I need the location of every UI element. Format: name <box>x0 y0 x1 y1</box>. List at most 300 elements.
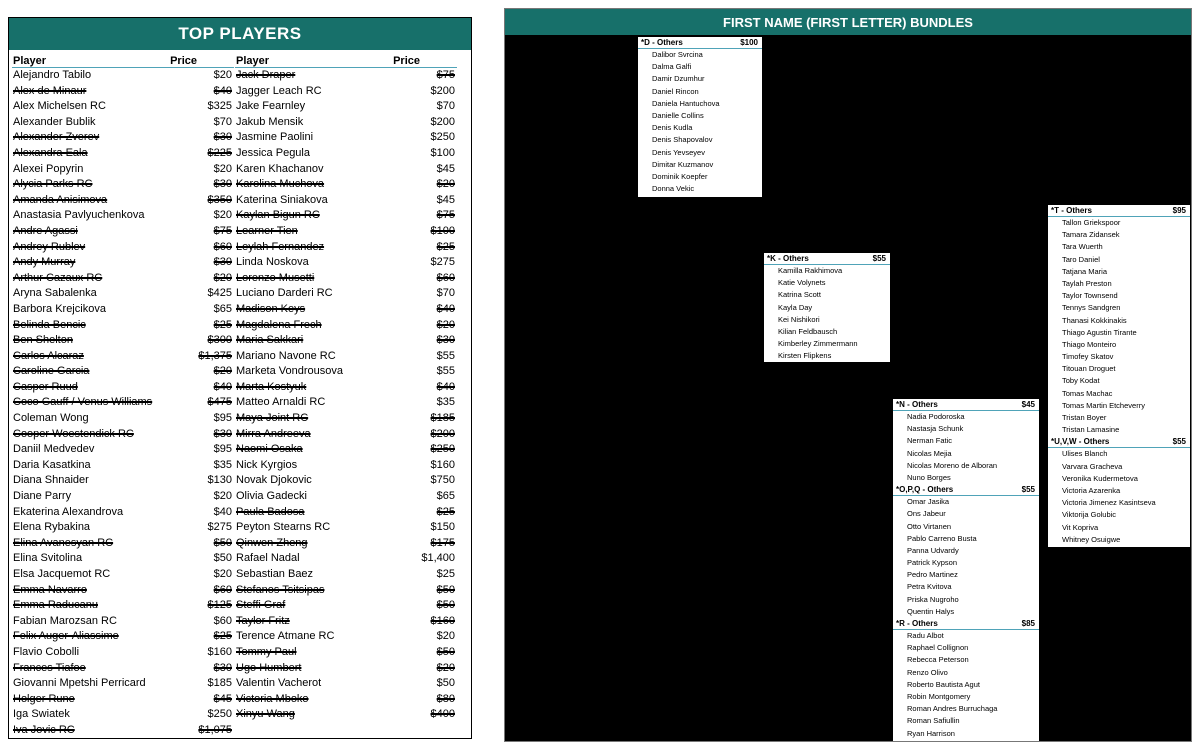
player-name: Alexander Zverev <box>13 131 100 144</box>
player-row <box>12 676 234 692</box>
player-price: $50 <box>213 552 232 565</box>
player-row <box>235 583 457 599</box>
player-name: Ugo Humbert <box>236 661 302 674</box>
player-name: Marketa Vondrousova <box>236 365 344 378</box>
bundle-player: Dalibor Svrcina <box>652 50 703 59</box>
bundle-player: Dominik Koepfer <box>652 171 708 181</box>
bundle-player: Roberto Bautista Agut <box>907 679 980 689</box>
bundle-name: *U,V,W - Others <box>1051 437 1110 447</box>
player-price: $275 <box>207 521 232 534</box>
player-row <box>12 520 234 536</box>
player-name: Stefanos Tsitsipas <box>236 583 325 596</box>
player-price: $75 <box>213 224 232 237</box>
player-row <box>12 505 234 521</box>
player-name: Karolina Muchova <box>236 178 325 191</box>
bundle-uvw-others <box>1048 436 1190 546</box>
player-row <box>12 629 234 645</box>
player-row <box>12 364 234 380</box>
bundle-player: Taylah Preston <box>1062 278 1112 288</box>
player-price: $60 <box>213 583 232 596</box>
player-row <box>12 473 234 489</box>
player-row <box>235 240 457 256</box>
player-name: Jake Fearnley <box>236 100 306 113</box>
player-name: Giovanni Mpetshi Perricard <box>13 677 146 690</box>
player-price: $70 <box>436 100 455 113</box>
player-price: $20 <box>436 630 455 643</box>
player-price: $20 <box>436 318 455 331</box>
bundle-player: Dimitar Kuzmanov <box>652 159 714 169</box>
player-price: $45 <box>213 692 232 705</box>
player-row <box>12 255 234 271</box>
player-row <box>235 193 457 209</box>
bundle-player: Rebecca Peterson <box>907 655 969 665</box>
player-name: Fabian Marozsan RC <box>13 614 117 627</box>
player-row <box>12 458 234 474</box>
player-row <box>12 193 234 209</box>
player-price: $65 <box>213 302 232 315</box>
bundle-player: Kei Nishikori <box>778 314 820 324</box>
players-column-left <box>12 50 234 739</box>
bundle-player: Tatjana Maria <box>1062 266 1108 276</box>
player-price: $1,375 <box>198 349 232 362</box>
bundle-opq-others <box>893 484 1039 618</box>
bundle-player: Tristan Boyer <box>1062 413 1107 422</box>
player-name: Flavio Cobolli <box>13 645 80 658</box>
player-row <box>235 676 457 692</box>
player-row <box>12 427 234 443</box>
player-row <box>12 551 234 567</box>
player-row <box>12 380 234 396</box>
bundle-player: Tamara Zidansek <box>1062 230 1120 240</box>
bundle-player: Nadia Podoroska <box>907 412 965 421</box>
player-price: $175 <box>430 536 455 549</box>
player-price: $1,075 <box>198 723 232 736</box>
player-name: Andrey Rublev <box>13 240 86 253</box>
player-name: Terence Atmane RC <box>236 630 335 643</box>
player-row <box>235 707 457 723</box>
player-row <box>12 645 234 661</box>
player-name: Alexei Popyrin <box>13 162 84 175</box>
player-price: $40 <box>436 380 455 393</box>
player-price: $75 <box>436 209 455 222</box>
player-name: Coco Gauff / Venus Williams <box>13 396 153 409</box>
bundle-player: Donna Vekic <box>652 184 695 194</box>
player-row <box>235 489 457 505</box>
player-price: $30 <box>213 131 232 144</box>
player-row <box>235 395 457 411</box>
player-row <box>235 536 457 552</box>
player-name: Andre Agassi <box>13 224 78 237</box>
bundle-player: Vit Kopriva <box>1062 522 1099 532</box>
bundle-player: Roman Andres Burruchaga <box>907 704 998 714</box>
player-name: Holger Rune <box>13 692 75 705</box>
player-row <box>12 318 234 334</box>
player-name: Diana Shnaider <box>13 474 89 487</box>
bundle-k-others <box>764 253 890 362</box>
player-row <box>235 520 457 536</box>
player-price: $25 <box>436 240 455 253</box>
player-row <box>235 614 457 630</box>
player-name: Maria Sakkari <box>236 334 304 347</box>
player-price: $30 <box>213 661 232 674</box>
bundle-price: $55 <box>1021 485 1035 495</box>
player-name: Xinyu Wang <box>236 708 295 721</box>
player-price: $325 <box>207 100 232 113</box>
player-price: $45 <box>436 162 455 175</box>
bundle-player: Dusan Lajovic <box>652 196 700 206</box>
bundle-header <box>893 484 1039 496</box>
bundle-player: Nicolas Moreno de Alboran <box>907 460 998 470</box>
player-name: Alexandra Eala <box>13 146 88 159</box>
bundles-title: FIRST NAME (FIRST LETTER) BUNDLES <box>505 9 1191 35</box>
player-row <box>235 505 457 521</box>
bundle-player: Tara Wuerth <box>1062 242 1103 252</box>
bundle-header <box>893 399 1039 411</box>
bundle-price: $45 <box>1021 400 1035 409</box>
player-name: Novak Djokovic <box>236 474 312 487</box>
price-header: Price <box>170 55 197 67</box>
player-name: Daniil Medvedev <box>13 443 95 456</box>
player-name: Victoria Mboko <box>236 692 309 705</box>
player-name: Diane Parry <box>13 490 72 503</box>
player-row <box>235 364 457 380</box>
player-row <box>235 645 457 661</box>
bundle-t-others <box>1048 205 1190 436</box>
player-price: $30 <box>436 334 455 347</box>
player-name: Rafael Nadal <box>236 552 300 565</box>
bundle-player: Petra Kvitova <box>907 582 952 592</box>
player-row <box>235 318 457 334</box>
player-name: Coleman Wong <box>13 412 89 425</box>
bundle-player: Victoria Azarenka <box>1062 485 1121 495</box>
bundle-player: Tallon Griekspoor <box>1062 218 1121 227</box>
player-row <box>12 286 234 302</box>
bundles-panel <box>504 8 1192 742</box>
player-row <box>12 177 234 193</box>
player-price: $40 <box>213 84 232 97</box>
player-name: Lorenzo Musetti <box>236 271 315 284</box>
player-name: Nick Kyrgios <box>236 458 298 471</box>
player-header: Player <box>236 55 270 67</box>
bundle-player: Taro Daniel <box>1062 254 1100 264</box>
player-price: $20 <box>213 271 232 284</box>
player-price: $200 <box>430 427 455 440</box>
player-price: $275 <box>430 256 455 269</box>
player-row <box>235 442 457 458</box>
bundle-player: Robin Montgomery <box>907 691 971 701</box>
bundle-player: Kilian Feldbausch <box>778 326 838 336</box>
bundle-player: Omar Jasika <box>907 497 950 507</box>
player-name: Ben Shelton <box>13 334 73 347</box>
player-price: $50 <box>436 645 455 658</box>
player-name: Caroline Garcia <box>13 365 90 378</box>
player-price: $25 <box>436 505 455 518</box>
player-price: $160 <box>430 458 455 471</box>
player-name: Magdalena Frech <box>236 318 322 331</box>
player-price: $185 <box>430 412 455 425</box>
player-price: $1,400 <box>421 552 455 565</box>
player-name: Mirra Andreeva <box>236 427 311 440</box>
player-price: $30 <box>213 427 232 440</box>
player-row <box>235 302 457 318</box>
player-price: $160 <box>430 614 455 627</box>
player-name: Karen Khachanov <box>236 162 324 175</box>
bundle-price: $100 <box>740 38 758 47</box>
bundle-player: Daniela Hantuchova <box>652 98 720 108</box>
player-row <box>12 411 234 427</box>
player-price: $70 <box>213 115 232 128</box>
player-price: $300 <box>207 334 232 347</box>
player-name: Matteo Arnaldi RC <box>236 396 326 409</box>
player-price: $50 <box>436 677 455 690</box>
bundle-player: Toby Kodat <box>1062 376 1100 386</box>
bundle-player: Tennys Sandgren <box>1062 303 1121 313</box>
bundle-player: Thiago Monteiro <box>1062 339 1117 349</box>
player-row <box>12 489 234 505</box>
player-price: $20 <box>213 365 232 378</box>
player-name: Elina Svitolina <box>13 552 83 565</box>
player-price: $20 <box>436 661 455 674</box>
top-players-panel <box>8 17 472 739</box>
bundle-player: Whitney Osuigwe <box>1062 534 1121 544</box>
player-price: $185 <box>207 677 232 690</box>
player-price: $250 <box>430 443 455 456</box>
player-price: $30 <box>213 256 232 269</box>
bundle-player: Kamilla Rakhimova <box>778 266 843 275</box>
player-name: Amanda Anisimova <box>13 193 108 206</box>
price-header: Price <box>393 55 420 67</box>
player-name: Jessica Pegula <box>236 146 310 159</box>
bundle-price: $95 <box>1172 206 1186 215</box>
bundle-player: Victoria Jimenez Kasintseva <box>1062 498 1156 508</box>
player-row <box>12 442 234 458</box>
player-price: $250 <box>207 708 232 721</box>
player-price: $45 <box>436 193 455 206</box>
player-name: Ekaterina Alexandrova <box>13 505 124 518</box>
player-name: Olivia Gadecki <box>236 490 307 503</box>
bundle-player: Roman Safiullin <box>907 716 960 726</box>
player-row <box>12 707 234 723</box>
player-row <box>235 551 457 567</box>
top-players-title: TOP PLAYERS <box>9 18 471 50</box>
player-name: Naomi Osaka <box>236 443 303 456</box>
bundle-player: Kirsten Flipkens <box>778 351 832 361</box>
player-name: Luciano Darderi RC <box>236 287 333 300</box>
player-price: $125 <box>207 599 232 612</box>
player-row <box>235 333 457 349</box>
player-name: Felix Auger-Aliassime <box>13 630 119 643</box>
player-price: $20 <box>213 162 232 175</box>
player-price: $40 <box>436 302 455 315</box>
bundle-player: Radu Albot <box>907 631 944 640</box>
bundle-player: Patrick Kypson <box>907 558 958 568</box>
player-price: $225 <box>207 146 232 159</box>
player-row <box>12 224 234 240</box>
player-header: Player <box>13 55 47 67</box>
player-name: Jack Draper <box>236 69 296 81</box>
bundle-header <box>638 37 762 49</box>
column-header <box>235 50 457 68</box>
player-name: Jakub Mensik <box>236 115 304 128</box>
player-price: $40 <box>213 380 232 393</box>
player-name: Aryna Sabalenka <box>13 287 97 300</box>
player-row <box>12 598 234 614</box>
player-row <box>12 271 234 287</box>
player-row <box>235 661 457 677</box>
players-column-right <box>235 50 457 723</box>
player-price: $750 <box>430 474 455 487</box>
player-row <box>235 146 457 162</box>
player-price: $35 <box>436 396 455 409</box>
bundle-player: Nuno Borges <box>907 472 951 482</box>
bundle-player: Damir Dzumhur <box>652 74 705 84</box>
bundle-header <box>1048 436 1190 448</box>
player-name: Katerina Siniakova <box>236 193 328 206</box>
player-row <box>235 68 457 84</box>
bundle-player: Varvara Gracheva <box>1062 461 1123 471</box>
player-row <box>12 536 234 552</box>
player-row <box>12 723 234 739</box>
player-row <box>12 395 234 411</box>
player-row <box>235 380 457 396</box>
bundle-player: Timofey Skatov <box>1062 352 1114 362</box>
player-price: $35 <box>213 458 232 471</box>
player-price: $50 <box>436 583 455 596</box>
player-row <box>235 99 457 115</box>
bundle-player: Kayla Day <box>778 302 813 312</box>
bundle-name: *T - Others <box>1051 206 1092 215</box>
player-name: Emma Navarro <box>13 583 87 596</box>
player-price: $40 <box>213 505 232 518</box>
player-row <box>235 458 457 474</box>
player-row <box>235 208 457 224</box>
player-name: Valentin Vacherot <box>236 677 322 690</box>
bundle-player: Tomas Martin Etcheverry <box>1062 400 1145 410</box>
player-row <box>12 99 234 115</box>
player-name: Paula Badosa <box>236 505 305 518</box>
player-price: $50 <box>213 536 232 549</box>
bundle-name: *N - Others <box>896 400 938 409</box>
bundle-player: Tristan Lamasine <box>1062 425 1120 435</box>
player-name: Linda Noskova <box>236 256 309 269</box>
player-price: $80 <box>436 692 455 705</box>
player-row <box>12 240 234 256</box>
player-price: $75 <box>436 69 455 81</box>
player-row <box>235 629 457 645</box>
bundle-player: Viktorija Golubic <box>1062 510 1117 520</box>
player-name: Belinda Bencic <box>13 318 86 331</box>
player-row <box>12 68 234 84</box>
player-name: Cooper Woestendick RC <box>13 427 134 440</box>
bundle-player: Pedro Martinez <box>907 570 958 580</box>
player-price: $425 <box>207 287 232 300</box>
player-name: Barbora Krejcikova <box>13 302 106 315</box>
player-row <box>235 567 457 583</box>
player-row <box>12 567 234 583</box>
player-name: Alejandro Tabilo <box>13 69 92 81</box>
bundle-player: Nerman Fatic <box>907 436 953 446</box>
bundle-name: *D - Others <box>641 38 683 47</box>
player-price: $30 <box>213 178 232 191</box>
player-name: Alycia Parks RC <box>13 178 93 191</box>
player-name: Alexander Bublik <box>13 115 96 128</box>
bundle-header <box>764 253 890 265</box>
player-price: $20 <box>213 490 232 503</box>
player-price: $60 <box>213 240 232 253</box>
bundle-player: Renzo Olivo <box>907 667 948 677</box>
bundle-player: Katrina Scott <box>778 290 821 300</box>
player-price: $475 <box>207 396 232 409</box>
player-price: $55 <box>436 365 455 378</box>
player-price: $160 <box>207 645 232 658</box>
bundle-player: Quentin Halys <box>907 606 955 616</box>
bundle-player: Panna Udvardy <box>907 545 959 555</box>
bundle-player: Thanasi Kokkinakis <box>1062 315 1127 325</box>
player-price: $20 <box>213 568 232 580</box>
player-row <box>235 286 457 302</box>
player-price: $130 <box>207 474 232 487</box>
player-price: $60 <box>213 614 232 627</box>
bundle-player: Danielle Collins <box>652 110 704 120</box>
bundle-price: $85 <box>1021 619 1035 628</box>
bundle-player: Ons Jabeur <box>907 509 946 519</box>
player-row <box>235 162 457 178</box>
bundle-name: *O,P,Q - Others <box>896 485 954 495</box>
bundle-stack-nopqr <box>893 399 1039 741</box>
bundle-name: *K - Others <box>767 254 809 263</box>
player-name: Steffi Graf <box>236 599 286 612</box>
bundle-price: $55 <box>1172 437 1186 447</box>
player-row <box>12 583 234 599</box>
player-name: Taylor Fritz <box>236 614 290 627</box>
bundle-player: Priska Nugroho <box>907 594 959 604</box>
bundle-player: Veronika Kudermetova <box>1062 473 1138 483</box>
player-row <box>12 302 234 318</box>
player-row <box>235 427 457 443</box>
player-name: Anastasia Pavlyuchenkova <box>13 209 145 222</box>
player-name: Jagger Leach RC <box>236 84 322 97</box>
player-row <box>235 692 457 708</box>
player-row <box>235 598 457 614</box>
bundle-player: Nicolas Mejia <box>907 448 952 458</box>
player-row <box>235 411 457 427</box>
player-name: Alex Michelsen RC <box>13 100 106 113</box>
player-name: Arthur Cazaux RC <box>13 271 103 284</box>
player-name: Alex de Minaur <box>13 84 87 97</box>
bundle-player: Taylor Townsend <box>1062 291 1118 301</box>
player-price: $200 <box>430 84 455 97</box>
player-price: $95 <box>213 443 232 456</box>
player-row <box>12 146 234 162</box>
bundle-player: Ulises Blanch <box>1062 449 1108 459</box>
player-price: $65 <box>436 490 455 503</box>
player-name: Emma Raducanu <box>13 599 98 612</box>
player-row <box>12 208 234 224</box>
player-price: $25 <box>436 568 455 580</box>
player-price: $25 <box>213 318 232 331</box>
player-name: Carlos Alcaraz <box>13 349 84 362</box>
player-price: $70 <box>436 287 455 300</box>
player-price: $350 <box>207 193 232 206</box>
player-price: $200 <box>430 115 455 128</box>
bundle-player: Dalma Galfi <box>652 62 692 72</box>
player-row <box>12 661 234 677</box>
bundle-player: Titouan Droguet <box>1062 364 1116 374</box>
player-name: Andy Murray <box>13 256 76 269</box>
player-name: Kaylan Bigun RC <box>236 209 320 222</box>
bundle-player: Katie Volynets <box>778 278 826 288</box>
player-row <box>235 349 457 365</box>
